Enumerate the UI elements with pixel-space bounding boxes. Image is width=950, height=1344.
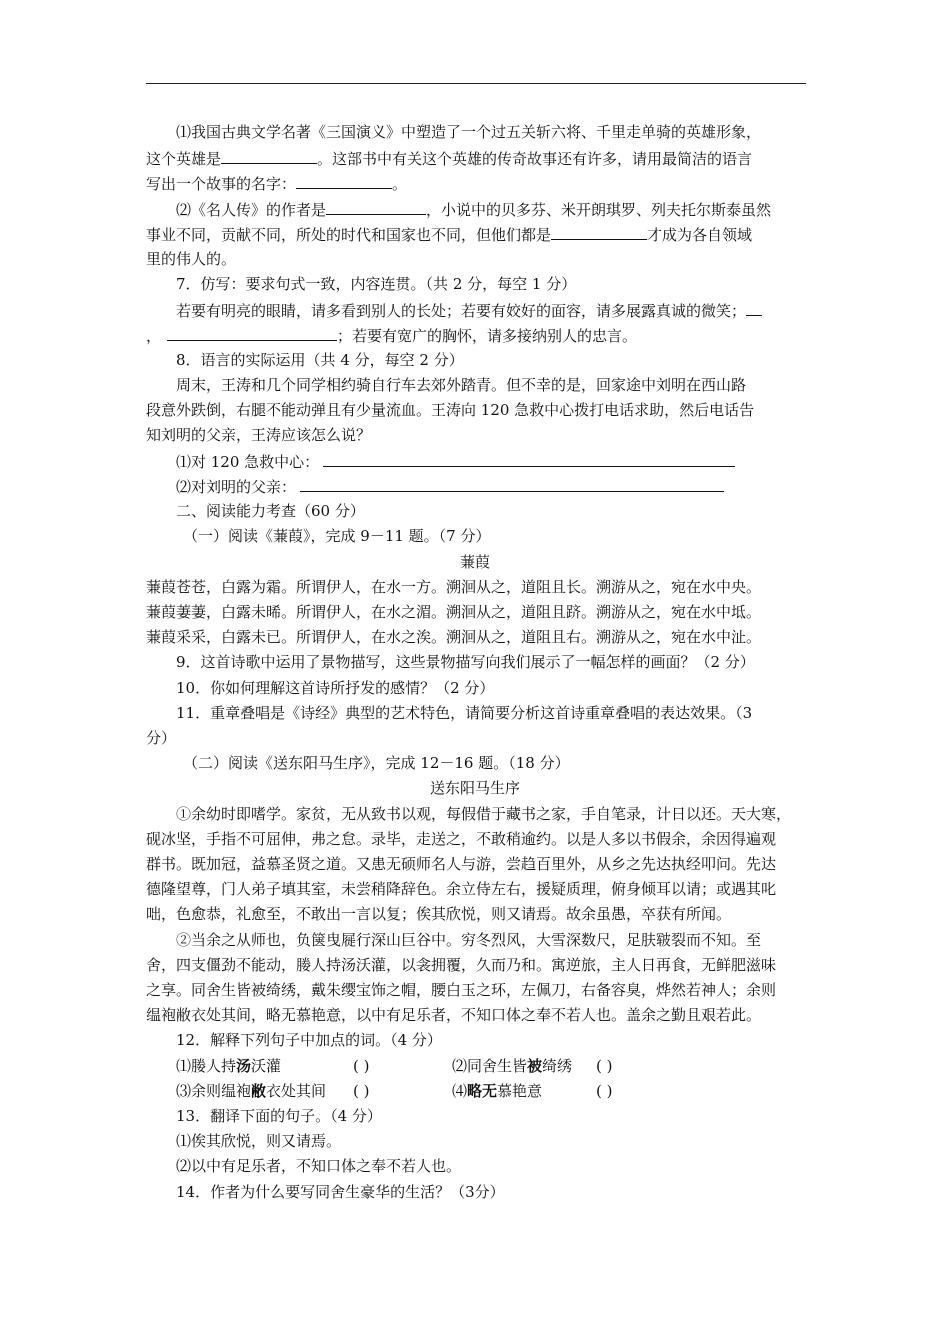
answer-blank-imitation-a[interactable] [746, 300, 762, 316]
q12-item3-answer[interactable]: ( ) [353, 1082, 370, 1100]
q12-item4-text-b: 慕艳意 [497, 1082, 543, 1100]
q12-item2-text-a: ⑵同舍生皆 [452, 1057, 528, 1075]
q7-line2 [146, 325, 637, 346]
essay-title: 送东阳马生序 [429, 779, 520, 797]
q7-text-b: ， [146, 327, 162, 345]
q8-line3: 知刘明的父亲，王涛应该怎么说？ [146, 426, 372, 444]
q7-line1 [176, 300, 762, 321]
q12-item1-text-a: ⑴媵人持 [176, 1057, 237, 1075]
essay-line-5: 咄，色愈恭，礼愈至，不敢出一言以复；俟其欣悦，则又请焉。故余虽愚，卒获有所闻。 [146, 905, 732, 923]
q13-sentence1: ⑴俟其欣悦，则又请焉。 [176, 1132, 342, 1150]
poem-title: 蒹葭 [459, 553, 490, 571]
q12-item4-text-a: ⑷ [452, 1082, 468, 1100]
q6-p1-line3 [146, 173, 407, 194]
q6-p2-line3: 里的伟人的。 [146, 250, 237, 268]
q12-item2-key-word: 被 [527, 1057, 543, 1075]
q12-item3-text-a: ⑶余则缊袍 [176, 1082, 252, 1100]
q12-item4-answer[interactable]: ( ) [596, 1082, 613, 1100]
q7-title: 7．仿写：要求句式一致，内容连贯。（共 2 分，每空 1 分） [176, 275, 577, 293]
q12-item2-answer[interactable]: ( ) [596, 1057, 613, 1075]
q6-p2-text-d: 才成为各自领域 [647, 226, 753, 244]
q12-item3-key-word: 敝 [251, 1082, 267, 1100]
q8-title: 8．语言的实际运用（共 4 分，每空 2 分） [176, 351, 464, 369]
essay-line-8: 之享。同舍生皆被绮绣，戴朱缨宝饰之帽，腰白玉之环，左佩刀，右备容臭，烨然若神人；余则 [146, 981, 777, 999]
q13-sentence2: ⑵以中有足乐者，不知口体之奉不若人也。 [176, 1157, 462, 1175]
essay-line-6: ②当余之从师也，负箧曳屣行深山巨谷中。穷冬烈风，大雪深数尺，足肤皲裂而不知。至 [176, 931, 762, 949]
q12-item2 [452, 1056, 572, 1076]
q13-title: 13．翻译下面的句子。（4 分） [176, 1107, 382, 1125]
q6-p1-text-d: 。 [392, 175, 408, 193]
answer-blank-quality[interactable] [551, 224, 647, 240]
q12-item1-text-b: 沃灌 [251, 1057, 282, 1075]
q6-p1-line2 [146, 148, 752, 169]
answer-line-father[interactable] [300, 476, 724, 492]
q6-p1-text-c: 写出一个故事的名字： [146, 175, 297, 193]
q6-p1-text-a: 这个英雄是 [146, 150, 222, 168]
part2-title: （二）阅读《送东阳马生序》，完成 12－16 题。（18 分） [183, 754, 570, 772]
poem-stanza-3: 蒹葭采采，白露未已。所谓伊人，在水之涘。溯洄从之，道阻且右。溯游从之，宛在水中沚。 [146, 628, 762, 646]
q6-p2-line1 [176, 199, 771, 220]
q12-item3 [176, 1081, 326, 1101]
q12-item3-text-b: 衣处其间 [266, 1082, 327, 1100]
section2-title: 二、阅读能力考查（60 分） [176, 502, 365, 520]
header-rule [146, 83, 806, 84]
essay-line-9: 缊袍敝衣处其间，略无慕艳意，以中有足乐者，不知口体之奉不若人也。盖余之勤且艰若此。 [146, 1006, 762, 1024]
essay-line-2: 砚冰坚，手指不可屈伸，弗之怠。录毕，走送之，不敢稍逾约。以是人多以书假余，余因得遍观 [146, 830, 777, 848]
q8-line2: 段意外跌倒，右腿不能动弹且有少量流血。王涛向 120 急救中心拨打电话求助，然后电话告 [146, 401, 755, 419]
answer-blank-story[interactable] [296, 173, 392, 189]
q8-line1: 周末，王涛和几个同学相约骑自行车去郊外踏青。但不幸的是，回家途中刘明在西山路 [176, 376, 747, 394]
essay-line-3: 群书。既加冠，益慕圣贤之道。又患无硕师名人与游，尝趋百里外，从乡之先达执经叩问。先达 [146, 855, 777, 873]
q7-text-a: 若要有明亮的眼睛，请多看到别人的长处；若要有姣好的面容，请多展露真诚的微笑； [176, 302, 747, 320]
q12-title: 12．解释下列句子中加点的词。（4 分） [176, 1031, 442, 1049]
q7-text-c: ；若要有宽广的胸怀，请多接纳别人的忠言。 [337, 327, 638, 345]
essay-line-1: ①余幼时即嗜学。家贫，无从致书以观，每假借于藏书之家，手自笔录，计日以还。天大寒， [176, 805, 792, 823]
q6-p2-line2 [146, 224, 752, 245]
answer-blank-hero[interactable] [221, 148, 317, 164]
q11-line2: 分） [146, 729, 177, 747]
essay-line-7: 舍，四支僵劲不能动，媵人持汤沃灌，以衾拥覆，久而乃和。寓逆旅，主人日再食，无鲜肥滋味 [146, 956, 777, 974]
q6-p1-text-b: 。这部书中有关这个英雄的传奇故事还有许多，请用最简洁的语言 [317, 150, 753, 168]
q8-answer1 [176, 451, 735, 472]
poem-stanza-1: 蒹葭苍苍，白露为霜。所谓伊人，在水一方。溯洄从之，道阻且长。溯游从之，宛在水中央。 [146, 578, 762, 596]
answer-blank-imitation-b[interactable] [167, 325, 337, 341]
q6-p2-text-b: ，小说中的贝多芬、米开朗琪罗、列夫托尔斯泰虽然 [426, 201, 772, 219]
part1-title: （一）阅读《蒹葭》，完成 9－11 题。（7 分） [183, 527, 491, 545]
answer-blank-author[interactable] [326, 199, 426, 215]
q10: 10．你如何理解这首诗所抒发的感情？（2 分） [176, 679, 495, 697]
q12-item1 [176, 1056, 281, 1076]
q8-answer2-label: ⑵对刘明的父亲： [176, 478, 297, 496]
q6-p2-text-c: 事业不同，贡献不同，所处的时代和国家也不同，但他们都是 [146, 226, 552, 244]
q12-item1-key-word: 汤 [236, 1057, 252, 1075]
q8-answer1-label: ⑴对 120 急救中心： [176, 453, 320, 471]
q14: 14．作者为什么要写同舍生豪华的生活？（3分） [176, 1183, 505, 1201]
q6-p1-line1: ⑴我国古典文学名著《三国演义》中塑造了一个过五关斩六将、千里走单骑的英雄形象， [176, 123, 762, 141]
q12-item2-text-b: 绮绣 [542, 1057, 573, 1075]
poem-stanza-2: 蒹葭萋萋，白露未晞。所谓伊人，在水之湄。溯洄从之，道阻且跻。溯游从之，宛在水中坻。 [146, 603, 762, 621]
q11-line1: 11．重章叠唱是《诗经》典型的艺术特色，请简要分析这首诗重章叠唱的表达效果。（3 [176, 704, 753, 722]
q9: 9．这首诗歌中运用了景物描写，这些景物描写向我们展示了一幅怎样的画面？（2 分） [176, 653, 755, 671]
q12-item1-answer[interactable]: ( ) [353, 1057, 370, 1075]
q8-answer2 [176, 476, 724, 497]
q6-p2-text-a: ⑵《名人传》的作者是 [176, 201, 327, 219]
q12-item4-key-word: 略无 [467, 1082, 498, 1100]
answer-line-120-center[interactable] [323, 451, 735, 467]
q12-item4 [452, 1081, 542, 1101]
essay-line-4: 德隆望尊，门人弟子填其室，未尝稍降辞色。余立侍左右，援疑质理，俯身倾耳以请；或遇其叱 [146, 880, 777, 898]
